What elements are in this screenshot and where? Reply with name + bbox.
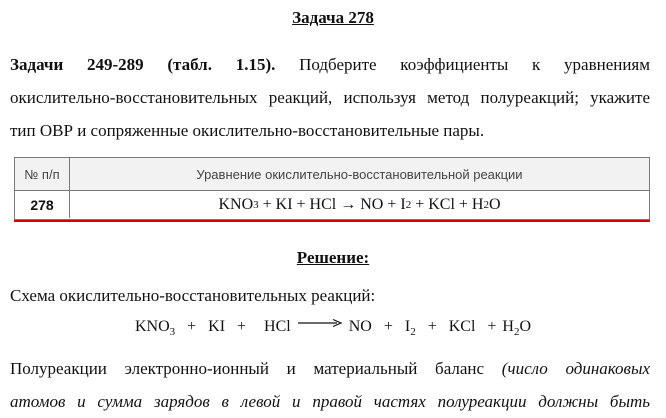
row-number: 278 [15,191,70,218]
row-equation: KNO 3 + KI + HCl → NO + I 2 + KCl + H 2 O [218,195,501,213]
table-header-row [15,158,649,191]
task-line-1 [10,48,650,81]
task-lead: Задачи 249-289 (табл. 1.15). [10,55,276,74]
half-line-2: атомов и сумма зарядов в левой и правой частях полуреакции должны быть [10,392,650,411]
header-equation: Уравнение окислительно-восстановительной реакции [196,166,523,182]
red-underline [14,220,650,222]
page-title: Задача 278 [292,8,374,27]
task-line-1-rest: Подберите коэффициенты к уравнениям [299,55,651,74]
task-line-3: тип ОВР и сопряженные окислительно-восстановительные пары. [10,121,485,140]
task-statement [10,48,650,147]
half-reactions-text [10,352,650,418]
half-line-1: Полуреакции электронно-ионный и материальный баланс (число одинаковых [10,359,650,378]
table-row [15,191,649,218]
reaction-table [14,157,650,220]
scheme-label: Схема окислительно-восстановительных реакций: [10,286,376,305]
solution-title: Решение: [296,248,370,267]
long-arrow-icon [297,318,343,328]
header-number: № п/п [15,158,70,190]
task-line-2: окислительно-восстановительных реакций, используя метод полуреакций; укажите [10,88,650,107]
reaction-scheme: $KNO_3$ + KI + HCl NO + $I_2$ + KCl + $H_2O$ [134,318,532,339]
